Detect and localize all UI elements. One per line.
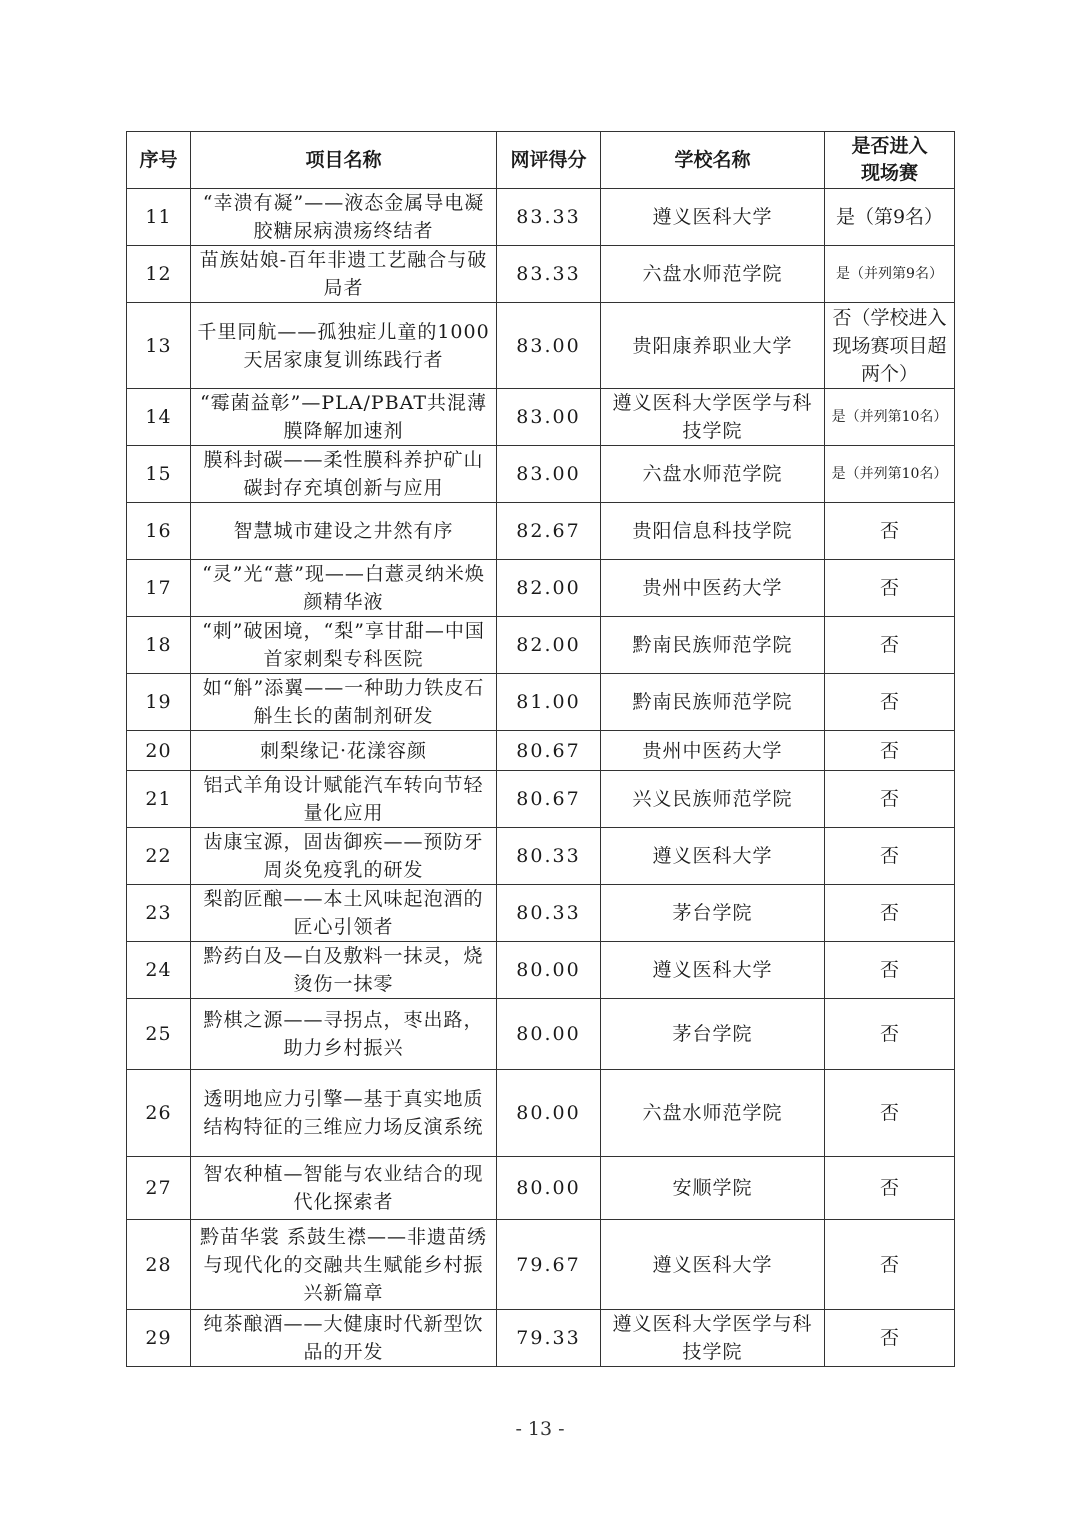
row-advance-status: 否: [825, 999, 955, 1070]
header-school-name: 学校名称: [601, 132, 825, 189]
row-advance-status: 否: [825, 885, 955, 942]
row-index: 14: [127, 389, 191, 446]
row-advance-status: 否: [825, 1220, 955, 1310]
row-score: 83.33: [497, 246, 601, 303]
row-school-name: 遵义医科大学: [601, 828, 825, 885]
table-row: [127, 1157, 955, 1220]
row-score: 80.67: [497, 731, 601, 771]
row-score: 83.00: [497, 389, 601, 446]
row-score: 80.67: [497, 771, 601, 828]
row-score: 81.00: [497, 674, 601, 731]
row-advance-status: 否: [825, 828, 955, 885]
row-school-name: 茅台学院: [601, 999, 825, 1070]
row-score: 80.00: [497, 942, 601, 999]
row-score: 80.33: [497, 828, 601, 885]
row-school-name: 黔南民族师范学院: [601, 617, 825, 674]
row-project-name: 纯茶酿酒——大健康时代新型饮品的开发: [191, 1310, 497, 1367]
table-row: [127, 446, 955, 503]
table-row: [127, 303, 955, 389]
row-project-name: “灵”光“薏”现——白薏灵纳米焕颜精华液: [191, 560, 497, 617]
row-index: 28: [127, 1220, 191, 1310]
row-score: 79.33: [497, 1310, 601, 1367]
row-index: 15: [127, 446, 191, 503]
row-project-name: 铝式羊角设计赋能汽车转向节轻量化应用: [191, 771, 497, 828]
table-header-row: [127, 132, 955, 189]
row-index: 21: [127, 771, 191, 828]
row-index: 11: [127, 189, 191, 246]
row-index: 23: [127, 885, 191, 942]
row-score: 83.00: [497, 446, 601, 503]
row-project-name: 黔药白及—白及敷料一抹灵，烧烫伤一抹零: [191, 942, 497, 999]
header-score: 网评得分: [497, 132, 601, 189]
row-score: 80.00: [497, 1070, 601, 1157]
row-advance-status: 否: [825, 560, 955, 617]
row-project-name: 齿康宝源，固齿御疾——预防牙周炎免疫乳的研发: [191, 828, 497, 885]
row-project-name: 智慧城市建设之井然有序: [191, 503, 497, 560]
row-score: 80.33: [497, 885, 601, 942]
table-row: [127, 560, 955, 617]
row-score: 82.00: [497, 560, 601, 617]
row-advance-status: 否: [825, 771, 955, 828]
results-table: [126, 131, 955, 1367]
row-school-name: 遵义医科大学: [601, 942, 825, 999]
row-project-name: “幸溃有凝”——液态金属导电凝胶糖尿病溃疡终结者: [191, 189, 497, 246]
row-advance-status: 否: [825, 674, 955, 731]
row-school-name: 遵义医科大学: [601, 1220, 825, 1310]
row-school-name: 遵义医科大学医学与科技学院: [601, 1310, 825, 1367]
header-advance: 是否进入 现场赛: [825, 132, 955, 189]
row-score: 80.00: [497, 999, 601, 1070]
row-score: 82.00: [497, 617, 601, 674]
row-score: 80.00: [497, 1157, 601, 1220]
row-school-name: 黔南民族师范学院: [601, 674, 825, 731]
row-school-name: 安顺学院: [601, 1157, 825, 1220]
table-row: [127, 885, 955, 942]
row-school-name: 兴义民族师范学院: [601, 771, 825, 828]
row-score: 83.00: [497, 303, 601, 389]
row-project-name: 梨韵匠酿——本土风味起泡酒的匠心引领者: [191, 885, 497, 942]
row-index: 17: [127, 560, 191, 617]
row-school-name: 贵阳信息科技学院: [601, 503, 825, 560]
row-advance-status: 否（学校进入现场赛项目超两个）: [825, 303, 955, 389]
row-school-name: 六盘水师范学院: [601, 446, 825, 503]
row-school-name: 遵义医科大学医学与科技学院: [601, 389, 825, 446]
row-project-name: 千里同航——孤独症儿童的1000天居家康复训练践行者: [191, 303, 497, 389]
row-index: 12: [127, 246, 191, 303]
row-advance-status: 是（第9名）: [825, 189, 955, 246]
table-row: [127, 828, 955, 885]
table-row: [127, 771, 955, 828]
table-row: [127, 1220, 955, 1310]
page-number: - 13 -: [515, 1418, 565, 1440]
table-row: [127, 999, 955, 1070]
row-project-name: 透明地应力引擎—基于真实地质结构特征的三维应力场反演系统: [191, 1070, 497, 1157]
table-row: [127, 674, 955, 731]
row-project-name: “刺”破困境，“梨”享甘甜—中国首家刺梨专科医院: [191, 617, 497, 674]
table-row: [127, 189, 955, 246]
row-project-name: 刺梨缘记·花漾容颜: [191, 731, 497, 771]
table-row: [127, 942, 955, 999]
row-school-name: 贵州中医药大学: [601, 560, 825, 617]
row-score: 82.67: [497, 503, 601, 560]
table-row: [127, 246, 955, 303]
row-advance-status: 是（并列第9名）: [825, 246, 955, 303]
row-advance-status: 否: [825, 617, 955, 674]
row-advance-status: 否: [825, 503, 955, 560]
row-index: 29: [127, 1310, 191, 1367]
row-project-name: “霉菌益彰”—PLA/PBAT共混薄膜降解加速剂: [191, 389, 497, 446]
header-project-name: 项目名称: [191, 132, 497, 189]
row-advance-status: 否: [825, 1310, 955, 1367]
row-school-name: 茅台学院: [601, 885, 825, 942]
table-row: [127, 389, 955, 446]
row-index: 26: [127, 1070, 191, 1157]
row-index: 27: [127, 1157, 191, 1220]
row-index: 19: [127, 674, 191, 731]
row-project-name: 黔棋之源——寻拐点，枣出路，助力乡村振兴: [191, 999, 497, 1070]
row-project-name: 如“斛”添翼——一种助力铁皮石斛生长的菌制剂研发: [191, 674, 497, 731]
row-index: 13: [127, 303, 191, 389]
row-index: 25: [127, 999, 191, 1070]
row-advance-status: 否: [825, 1157, 955, 1220]
row-project-name: 黔苗华裳 系鼓生襟——非遗苗绣与现代化的交融共生赋能乡村振兴新篇章: [191, 1220, 497, 1310]
table-row: [127, 1070, 955, 1157]
row-project-name: 膜科封碳——柔性膜科养护矿山碳封存充填创新与应用: [191, 446, 497, 503]
row-advance-status: 是（并列第10名）: [825, 446, 955, 503]
row-school-name: 六盘水师范学院: [601, 1070, 825, 1157]
row-advance-status: 否: [825, 1070, 955, 1157]
row-score: 83.33: [497, 189, 601, 246]
table-row: [127, 617, 955, 674]
row-index: 24: [127, 942, 191, 999]
table-row: [127, 503, 955, 560]
row-index: 20: [127, 731, 191, 771]
row-school-name: 贵州中医药大学: [601, 731, 825, 771]
header-index: 序号: [127, 132, 191, 189]
table-row: [127, 731, 955, 771]
row-project-name: 智农种植—智能与农业结合的现代化探索者: [191, 1157, 497, 1220]
row-advance-status: 否: [825, 942, 955, 999]
row-school-name: 遵义医科大学: [601, 189, 825, 246]
row-advance-status: 否: [825, 731, 955, 771]
row-advance-status: 是（并列第10名）: [825, 389, 955, 446]
row-school-name: 六盘水师范学院: [601, 246, 825, 303]
row-index: 16: [127, 503, 191, 560]
row-index: 18: [127, 617, 191, 674]
row-score: 79.67: [497, 1220, 601, 1310]
row-project-name: 苗族姑娘-百年非遗工艺融合与破局者: [191, 246, 497, 303]
table-row: [127, 1310, 955, 1367]
row-school-name: 贵阳康养职业大学: [601, 303, 825, 389]
row-index: 22: [127, 828, 191, 885]
